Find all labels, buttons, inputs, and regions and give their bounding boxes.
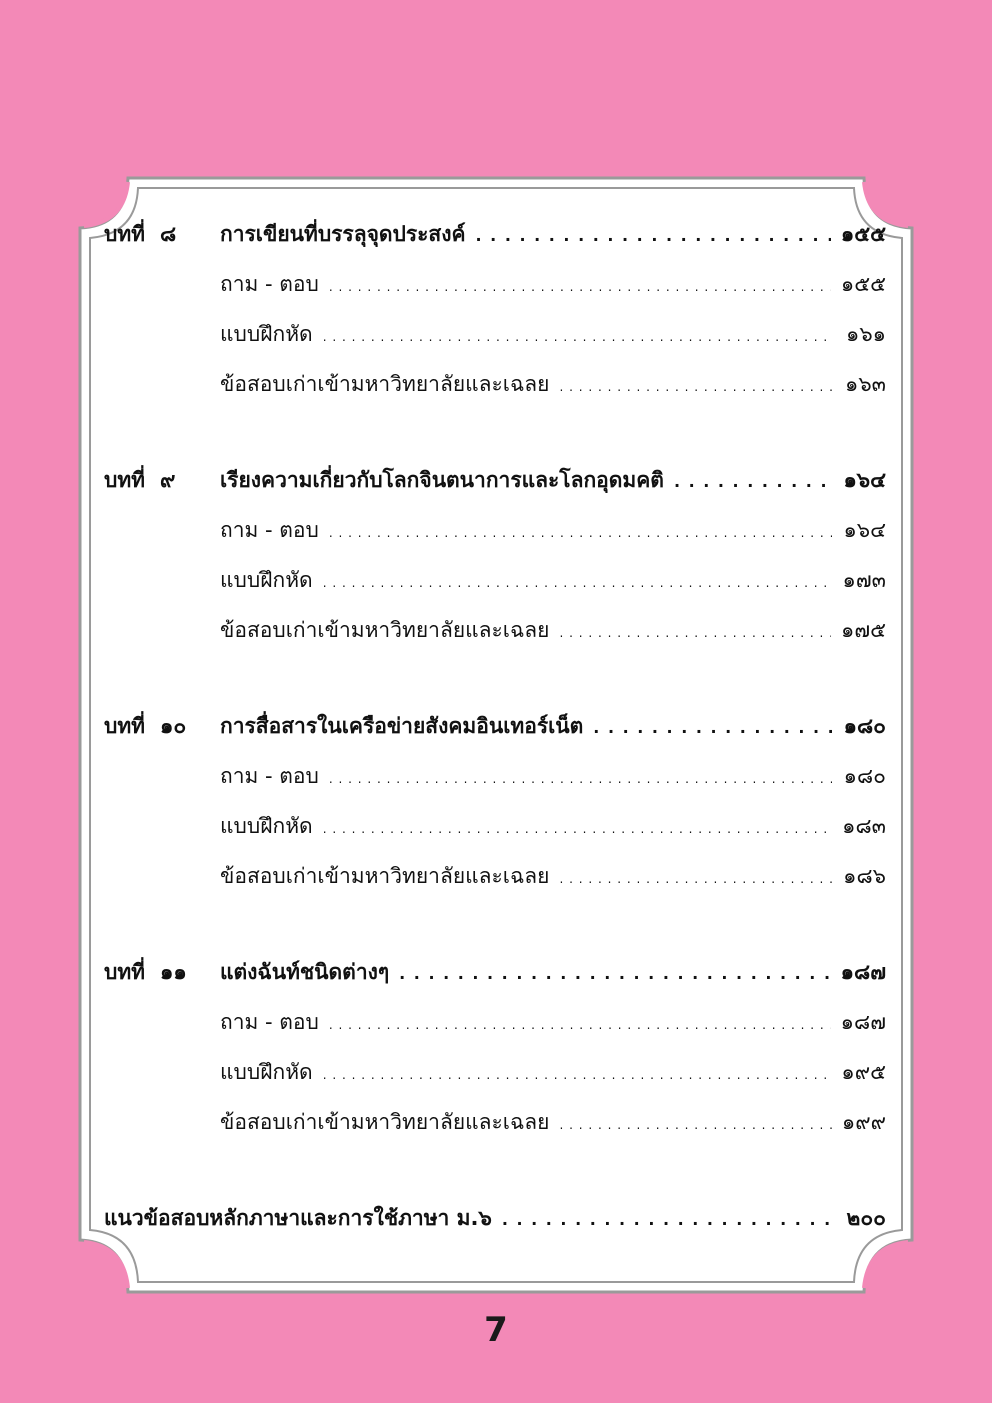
chapter-title: เรียงความเกี่ยวกับโลกจินตนาการและโลกอุดมคติ: [220, 468, 664, 492]
table-of-contents: [104, 222, 886, 1256]
chapter-page: ๑๖๔: [843, 468, 886, 492]
chapter-title: แต่งฉันท์ชนิดต่างๆ: [220, 960, 390, 984]
toc-item[interactable]: [104, 518, 886, 568]
toc-item[interactable]: [104, 372, 886, 422]
dot-leader: [329, 272, 831, 297]
item-label: ถาม - ตอบ: [220, 272, 319, 296]
item-page: ๑๗๕: [840, 618, 886, 642]
toc-chapter-8[interactable]: [104, 222, 886, 272]
item-label: แบบฝึกหัด: [220, 322, 313, 346]
dot-leader: [329, 1010, 831, 1035]
item-label: แบบฝึกหัด: [220, 814, 313, 838]
page-number: 7: [484, 1310, 508, 1350]
toc-item[interactable]: [104, 322, 886, 372]
dot-leader: [559, 372, 832, 397]
toc-item[interactable]: [104, 864, 886, 914]
chapter-number: ๙: [160, 468, 176, 492]
chapter-page: ๑๕๕: [840, 222, 886, 246]
dot-leader: [323, 568, 832, 593]
dot-leader: [329, 764, 832, 789]
chapter-prefix: บทที่: [104, 222, 146, 246]
final-entry-title: แนวข้อสอบหลักภาษาและการใช้ภาษา ม.๖: [104, 1206, 492, 1230]
dot-leader: [559, 864, 832, 889]
item-page: ๑๗๓: [842, 568, 886, 592]
item-label: ถาม - ตอบ: [220, 518, 319, 542]
chapter-number: ๘: [160, 222, 177, 246]
dot-leader: [593, 714, 832, 739]
toc-item[interactable]: [104, 814, 886, 864]
item-label: ข้อสอบเก่าเข้ามหาวิทยาลัยและเฉลย: [220, 372, 550, 396]
chapter-prefix: บทที่: [104, 714, 146, 738]
item-page: ๑๖๑: [846, 322, 886, 346]
item-page: ๑๖๓: [844, 372, 886, 396]
dot-leader: [329, 518, 832, 543]
chapter-number: ๑๑: [160, 960, 187, 984]
item-page: ๑๘๓: [842, 814, 886, 838]
dot-leader: [476, 222, 831, 247]
final-entry-page: ๒๐๐: [846, 1206, 886, 1230]
item-label: ข้อสอบเก่าเข้ามหาวิทยาลัยและเฉลย: [220, 618, 550, 642]
item-page: ๑๙๕: [841, 1060, 886, 1084]
item-label: แบบฝึกหัด: [220, 568, 313, 592]
item-page: ๑๘๗: [840, 1010, 886, 1034]
item-label: ถาม - ตอบ: [220, 764, 319, 788]
toc-item[interactable]: [104, 272, 886, 322]
dot-leader: [399, 960, 831, 985]
dot-leader: [559, 618, 831, 643]
item-page: ๑๖๔: [843, 518, 886, 542]
chapter-prefix: บทที่: [104, 468, 146, 492]
toc-item[interactable]: [104, 764, 886, 814]
toc-item[interactable]: [104, 618, 886, 668]
item-page: ๑๘๐: [843, 764, 886, 788]
dot-leader: [323, 814, 832, 839]
item-label: ข้อสอบเก่าเข้ามหาวิทยาลัยและเฉลย: [220, 864, 550, 888]
toc-chapter-9[interactable]: [104, 468, 886, 518]
toc-item[interactable]: [104, 1010, 886, 1060]
toc-item[interactable]: [104, 1110, 886, 1160]
dot-leader: [674, 468, 832, 493]
chapter-number: ๑๐: [160, 714, 187, 738]
toc-chapter-10[interactable]: [104, 714, 886, 764]
toc-chapter-11[interactable]: [104, 960, 886, 1010]
dot-leader: [559, 1110, 831, 1135]
dot-leader: [323, 322, 832, 347]
dot-leader: [502, 1206, 832, 1231]
chapter-title: การเขียนที่บรรลุจุดประสงค์: [220, 222, 466, 246]
dot-leader: [323, 1060, 832, 1085]
item-label: แบบฝึกหัด: [220, 1060, 313, 1084]
item-label: ถาม - ตอบ: [220, 1010, 319, 1034]
chapter-prefix: บทที่: [104, 960, 146, 984]
chapter-title: การสื่อสารในเครือข่ายสังคมอินเทอร์เน็ต: [220, 714, 584, 738]
item-page: ๑๕๕: [840, 272, 886, 296]
item-page: ๑๘๖: [843, 864, 886, 888]
toc-item[interactable]: [104, 568, 886, 618]
toc-final-entry[interactable]: [104, 1206, 886, 1256]
toc-item[interactable]: [104, 1060, 886, 1110]
chapter-page: ๑๘๗: [840, 960, 886, 984]
item-label: ข้อสอบเก่าเข้ามหาวิทยาลัยและเฉลย: [220, 1110, 550, 1134]
item-page: ๑๙๙: [841, 1110, 886, 1134]
chapter-page: ๑๘๐: [843, 714, 886, 738]
